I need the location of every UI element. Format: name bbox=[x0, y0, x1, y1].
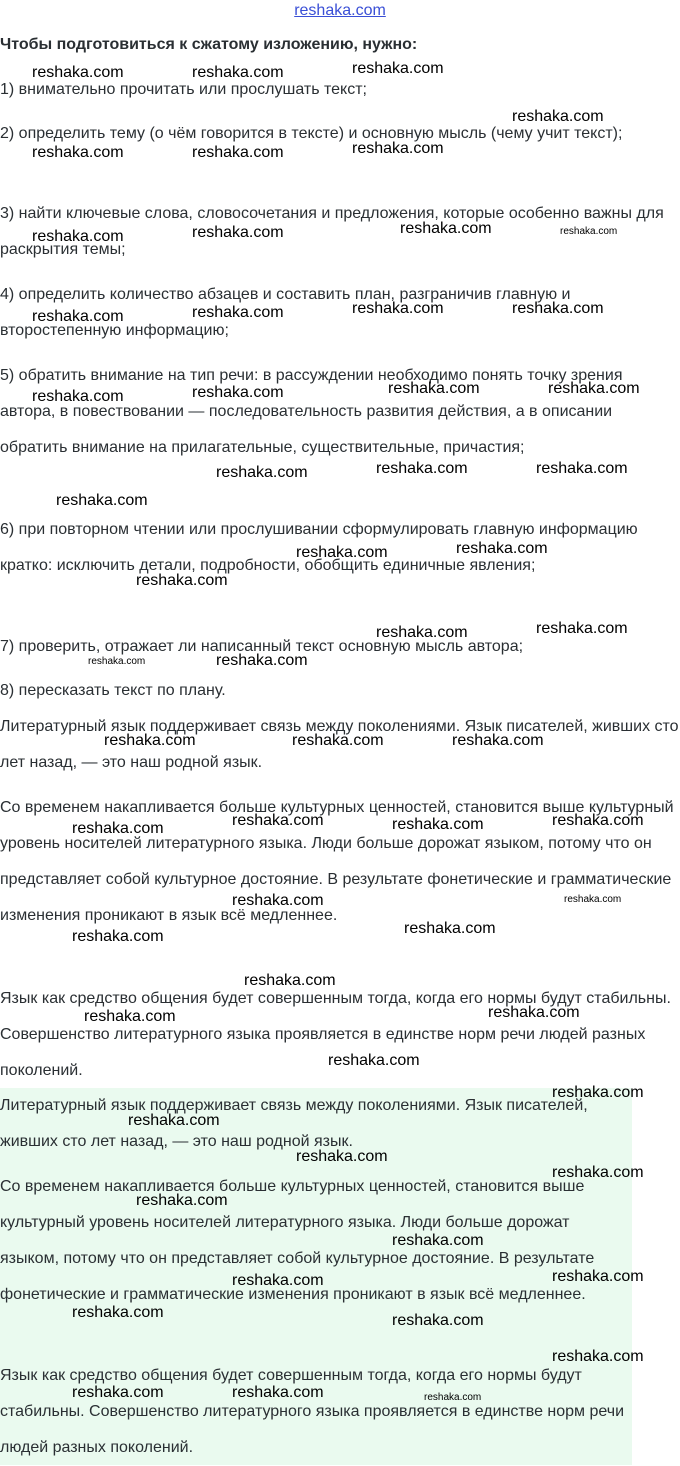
watermark: reshaka.com bbox=[232, 1384, 324, 1401]
text-paragraph-2: Со временем накапливается больше культурных ценностей, становится выше культурный уровень носителей литературного языка. Люди больше дорожат языком, потому что он представляет собой культурное достояние. В результате фонетические и грамматические изменения проникают в язык всё медленнее. bbox=[0, 799, 674, 924]
watermark: reshaka.com bbox=[552, 1164, 644, 1181]
watermark: reshaka.com bbox=[232, 892, 324, 909]
watermark: reshaka.com bbox=[400, 220, 492, 237]
instructions-heading: Чтобы подготовиться к сжатому изложению, нужно: bbox=[0, 36, 418, 53]
watermark: reshaka.com bbox=[536, 620, 628, 637]
watermark: reshaka.com bbox=[376, 460, 468, 477]
step-6: 6) при повторном чтении или прослушивании сформулировать главную информацию кратко: исключить детали, подробности, обобщить единичные явления; bbox=[0, 521, 638, 574]
site-link[interactable]: reshaka.com bbox=[294, 2, 386, 19]
watermark: reshaka.com bbox=[244, 972, 336, 989]
watermark: reshaka.com bbox=[488, 1004, 580, 1021]
watermark: reshaka.com bbox=[32, 228, 124, 245]
step-8: 8) пересказать текст по плану. bbox=[0, 682, 226, 699]
watermark: reshaka.com bbox=[32, 308, 124, 325]
step-2: 2) определить тему (о чём говорится в тексте) и основную мысль (чему учит текст); bbox=[0, 125, 623, 142]
watermark: reshaka.com bbox=[388, 380, 480, 397]
watermark: reshaka.com bbox=[456, 540, 548, 557]
watermark: reshaka.com bbox=[72, 1384, 164, 1401]
step-1: 1) внимательно прочитать или прослушать текст; bbox=[0, 81, 367, 98]
watermark: reshaka.com bbox=[452, 732, 544, 749]
text-paragraph-3: Язык как средство общения будет совершенным тогда, когда его нормы будут стабильны. Совершенство литературного языка проявляется в единстве норм речи людей разных поколений. bbox=[0, 990, 671, 1079]
watermark: reshaka.com bbox=[552, 1348, 644, 1365]
watermark: reshaka.com bbox=[424, 1392, 482, 1403]
watermark: reshaka.com bbox=[232, 1272, 324, 1289]
watermark: reshaka.com bbox=[548, 380, 640, 397]
watermark: reshaka.com bbox=[296, 1148, 388, 1165]
watermark: reshaka.com bbox=[32, 64, 124, 81]
step-3: 3) найти ключевые слова, словосочетания и предложения, которые особенно важны для раскрытия темы; bbox=[0, 205, 664, 258]
watermark: reshaka.com bbox=[392, 1232, 484, 1249]
step-4: 4) определить количество абзацев и составить план, разграничив главную и второстепенную информацию; bbox=[0, 286, 571, 339]
watermark: reshaka.com bbox=[376, 624, 468, 641]
watermark: reshaka.com bbox=[512, 300, 604, 317]
watermark: reshaka.com bbox=[552, 1084, 644, 1101]
answer-paragraph-2: Со временем накапливается больше культурных ценностей, становится выше культурный уровень носителей литературного языка. Люди больше дорожат языком, потому что он представляет собой культурное достояние. В результате фонетические и грамматические изменения проникают в язык всё медленнее. bbox=[0, 1178, 595, 1303]
watermark: reshaka.com bbox=[392, 816, 484, 833]
watermark: reshaka.com bbox=[296, 544, 388, 561]
watermark: reshaka.com bbox=[56, 492, 148, 509]
watermark: reshaka.com bbox=[192, 144, 284, 161]
watermark: reshaka.com bbox=[136, 572, 228, 589]
watermark: reshaka.com bbox=[512, 108, 604, 125]
watermark: reshaka.com bbox=[32, 388, 124, 405]
watermark: reshaka.com bbox=[352, 300, 444, 317]
watermark: reshaka.com bbox=[104, 732, 196, 749]
watermark: reshaka.com bbox=[328, 1052, 420, 1069]
answer-paragraph-1: Литературный язык поддерживает связь между поколениями. Язык писателей, живших сто лет назад, — это наш родной язык. bbox=[0, 1097, 588, 1150]
step-7: 7) проверить, отражает ли написанный текст основную мысль автора; bbox=[0, 638, 524, 655]
watermark: reshaka.com bbox=[192, 224, 284, 241]
watermark: reshaka.com bbox=[84, 1008, 176, 1025]
answer-paragraph-3: Язык как средство общения будет совершенным тогда, когда его нормы будут стабильны. Совершенство литературного языка проявляется в единстве норм речи людей разных поколений. bbox=[0, 1367, 625, 1456]
watermark: reshaka.com bbox=[216, 652, 308, 669]
watermark: reshaka.com bbox=[192, 304, 284, 321]
watermark: reshaka.com bbox=[216, 464, 308, 481]
watermark: reshaka.com bbox=[232, 812, 324, 829]
watermark: reshaka.com bbox=[192, 64, 284, 81]
watermark: reshaka.com bbox=[72, 820, 164, 837]
watermark: reshaka.com bbox=[536, 460, 628, 477]
watermark: reshaka.com bbox=[564, 894, 622, 905]
watermark: reshaka.com bbox=[32, 144, 124, 161]
watermark: reshaka.com bbox=[72, 928, 164, 945]
watermark: reshaka.com bbox=[128, 1112, 220, 1129]
watermark: reshaka.com bbox=[292, 732, 384, 749]
watermark: reshaka.com bbox=[552, 1268, 644, 1285]
watermark: reshaka.com bbox=[352, 140, 444, 157]
watermark: reshaka.com bbox=[72, 1304, 164, 1321]
watermark: reshaka.com bbox=[136, 1192, 228, 1209]
watermark: reshaka.com bbox=[560, 226, 618, 237]
watermark: reshaka.com bbox=[352, 60, 444, 77]
watermark: reshaka.com bbox=[88, 656, 146, 667]
step-5: 5) обратить внимание на тип речи: в рассуждении необходимо понять точку зрения автора, в повествовании — последовательность развития действия, а в описании обратить внимание на прилагательные, существительные, причастия; bbox=[0, 367, 623, 456]
watermark: reshaka.com bbox=[404, 920, 496, 937]
watermark: reshaka.com bbox=[192, 384, 284, 401]
text-paragraph-1: Литературный язык поддерживает связь между поколениями. Язык писателей, живших сто лет назад, — это наш родной язык. bbox=[0, 718, 679, 771]
watermark: reshaka.com bbox=[552, 812, 644, 829]
watermark: reshaka.com bbox=[392, 1312, 484, 1329]
